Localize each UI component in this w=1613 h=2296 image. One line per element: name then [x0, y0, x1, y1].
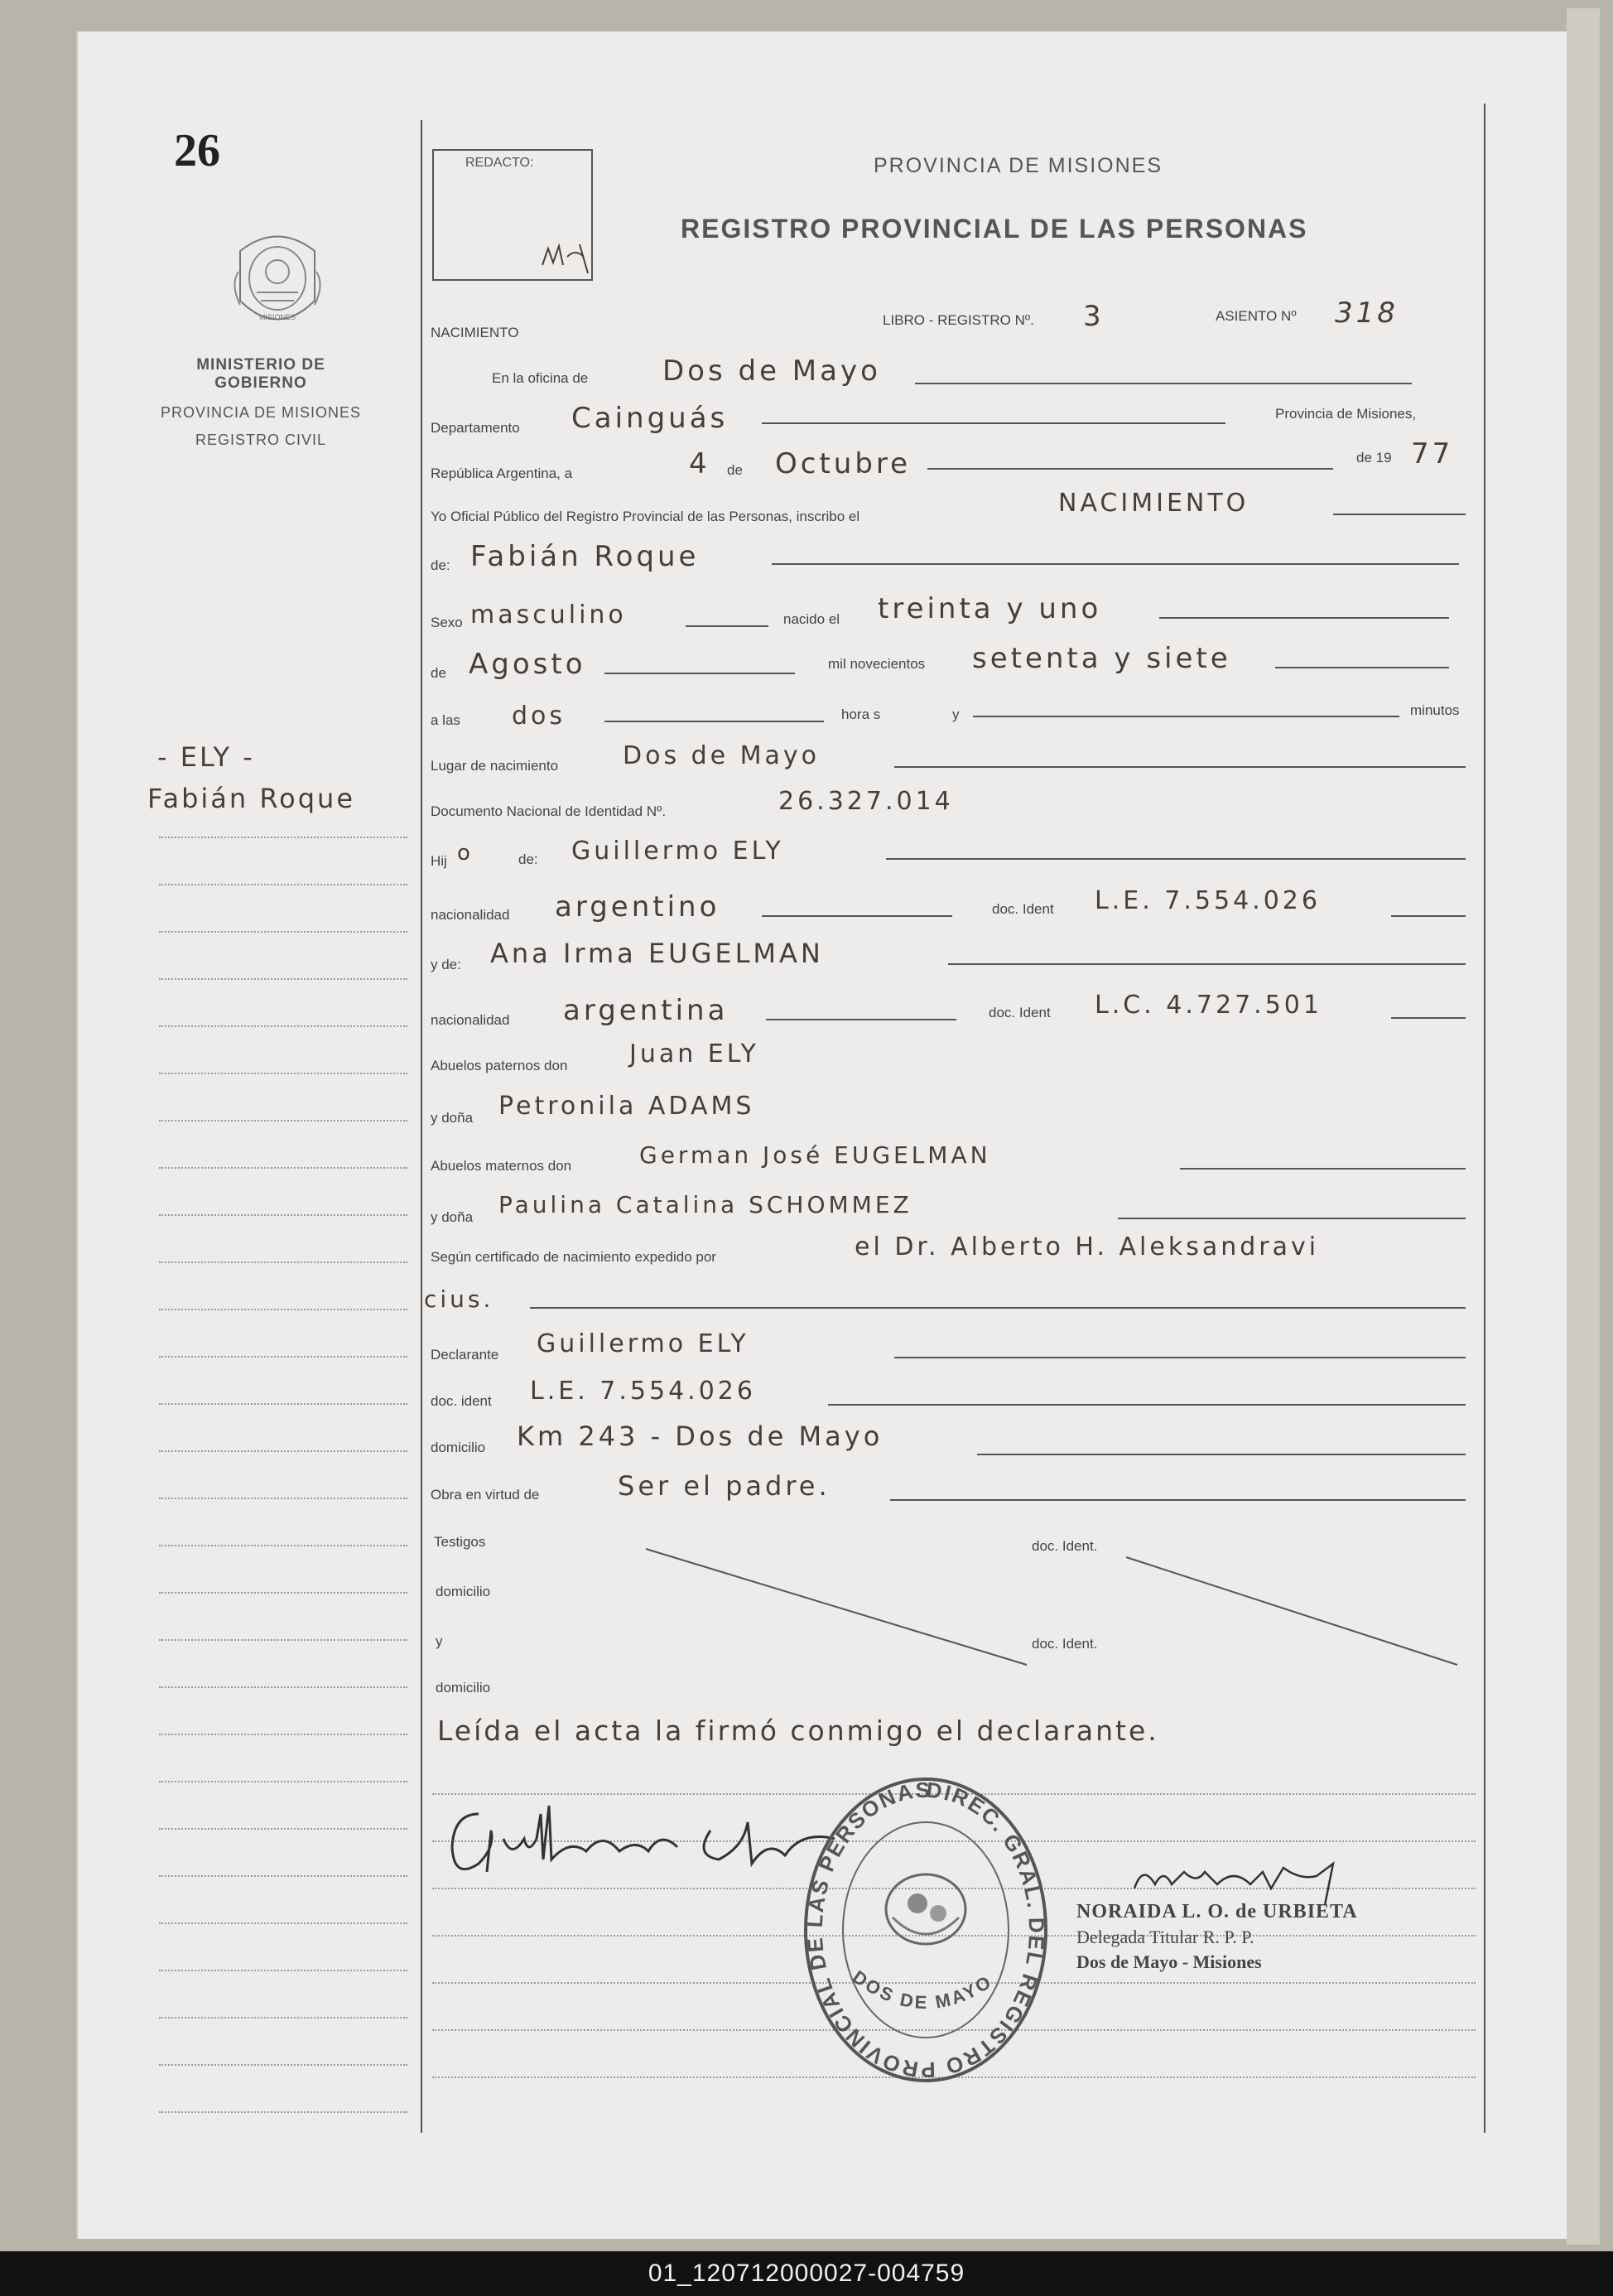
doc-padre-value: L.E. 7.554.026 [1095, 886, 1321, 915]
doc-padre-line [1391, 915, 1466, 917]
abuela-mat-value: Paulina Catalina SCHOMMEZ [498, 1191, 912, 1218]
frame-right-line [1484, 104, 1485, 2133]
ydona2-label: y doña [431, 1209, 474, 1225]
declarante-label: Declarante [431, 1347, 499, 1363]
domicilio-value: Km 243 - Dos de Mayo [517, 1421, 884, 1452]
doc-madre-value: L.C. 4.727.501 [1095, 991, 1322, 1020]
abuela-mat-line [1118, 1218, 1466, 1219]
domicilio-line [977, 1454, 1466, 1455]
registry-stamp [793, 1773, 1058, 2096]
nacionalidad-label: nacionalidad [431, 907, 510, 923]
abuelo-pat-value: Juan ELY [629, 1039, 759, 1068]
hora-line [604, 721, 824, 722]
margin-ruled-line [159, 1781, 407, 1782]
svg-text:DOS DE MAYO [849, 1966, 996, 2013]
redacto-initials [538, 236, 604, 277]
redacto-label: REDACTO: [465, 156, 534, 170]
stamp-emblem-icon [886, 1874, 965, 1944]
nombre-value: Fabián Roque [470, 540, 700, 573]
y-label: y [952, 707, 960, 722]
registry-title: REGISTRO PROVINCIAL DE LAS PERSONAS [681, 214, 1308, 244]
margin-ruled-line [159, 2017, 407, 2019]
anio2-line [1275, 667, 1449, 668]
dni-value: 26.327.014 [778, 787, 954, 816]
province-seal-icon [224, 222, 331, 338]
testigos-strikethrough [638, 1541, 1474, 1673]
month-value: Octubre [775, 447, 912, 480]
doc-madre-line [1391, 1017, 1466, 1019]
abuelo-mat-value: German José EUGELMAN [639, 1141, 991, 1169]
margin-ruled-line [159, 2064, 407, 2066]
obra-value: Ser el padre. [618, 1470, 831, 1502]
de-label: de [727, 462, 743, 478]
asiento-value: 318 [1335, 297, 1399, 330]
margin-ruled-line [159, 1922, 407, 1924]
provincia-label: Provincia de Misiones, [1275, 406, 1417, 422]
margin-ruled-line [159, 1970, 407, 1971]
de-nombre-label: de: [431, 557, 450, 573]
yde-label: y de: [431, 957, 461, 972]
domicilio3-label: domicilio [436, 1680, 491, 1695]
closing-statement: Leída el acta la firmó conmigo el declarante. [437, 1715, 1159, 1747]
ministry-province: PROVINCIA DE MISIONES [160, 404, 362, 421]
madre-value: Ana Irma EUGELMAN [490, 938, 824, 969]
dni-label: Documento Nacional de Identidad Nº. [431, 803, 667, 819]
declarante-signature-text: Guillermo Ely [445, 1781, 450, 1782]
doc-declarante-line [828, 1404, 1466, 1406]
doc-ident-madre-label: doc. Ident [989, 1005, 1051, 1020]
segun-label: Según certificado de nacimiento expedido por [431, 1249, 716, 1265]
margin-ruled-line [159, 1214, 407, 1216]
nacido-label: nacido el [783, 611, 840, 627]
lugar-line [894, 766, 1466, 768]
doc-ident4-label: doc. Ident. [1032, 1636, 1098, 1652]
margin-ruled-line [159, 931, 407, 933]
margin-ruled-line [159, 1592, 407, 1594]
madre-line [948, 963, 1466, 965]
margin-ruled-line [159, 1450, 407, 1452]
nac-padre-line [762, 915, 952, 917]
abuelos-pat-label: Abuelos paternos don [431, 1058, 568, 1073]
domicilio2-label: domicilio [436, 1584, 491, 1599]
minutos-label: minutos [1410, 702, 1460, 718]
official-name: NORAIDA L. O. de URBIETA [1076, 1901, 1358, 1922]
alas-label: a las [431, 712, 460, 728]
margin-ruled-line [159, 1498, 407, 1499]
margin-ruled-line [159, 1686, 407, 1688]
ministry-block [157, 356, 364, 449]
nac-padre-value: argentino [555, 890, 720, 924]
testigos-label: Testigos [434, 1534, 486, 1550]
asiento-label: ASIENTO Nº [1216, 308, 1297, 324]
header-province: PROVINCIA DE MISIONES [874, 154, 1163, 177]
margin-ruled-line [159, 1734, 407, 1735]
de2-label: de [431, 665, 446, 681]
official-place: Dos de Mayo - Misiones [1076, 1951, 1262, 1972]
hijo-value: o [457, 841, 474, 866]
official-role: Delegada Titular R. P. P. [1076, 1927, 1254, 1947]
republica-label: República Argentina, a [431, 465, 573, 481]
image-filename: 01_120712000027-004759 [648, 2260, 965, 2287]
nacido-line [1159, 617, 1449, 619]
margin-ruled-line [159, 1545, 407, 1546]
margin-ruled-line [159, 1309, 407, 1310]
doc-ident3-label: doc. Ident. [1032, 1538, 1098, 1554]
ydona-label: y doña [431, 1110, 474, 1126]
de3-label: de: [518, 851, 538, 867]
nacido-value: treinta y uno [878, 592, 1102, 625]
declarante-line [894, 1357, 1466, 1358]
padre-value: Guillermo ELY [571, 837, 784, 866]
margin-ruled-line [159, 1356, 407, 1358]
margin-ruled-line [159, 1403, 407, 1405]
lugar-label: Lugar de nacimiento [431, 758, 559, 774]
date-line [927, 468, 1333, 470]
lugar-value: Dos de Mayo [623, 741, 821, 770]
y2-label: y [436, 1633, 443, 1649]
nac-madre-line [766, 1019, 956, 1020]
inscribo-value: NACIMIENTO [1058, 489, 1249, 518]
departamento-value: Cainguás [571, 402, 729, 435]
oficina-line [915, 383, 1412, 384]
page-number: 26 [174, 125, 220, 176]
sexo-value: masculino [470, 601, 627, 629]
sexo-label: Sexo [431, 615, 463, 630]
yo-oficial-label: Yo Oficial Público del Registro Provincial de las Personas, inscribo el [431, 509, 860, 524]
stamp-ring-text: DIREC. GRAL. DEL REGISTRO PROVINCIAL DE LAS PERSONAS [802, 1777, 1050, 2083]
declarante-value: Guillermo ELY [537, 1329, 749, 1358]
minutos-line [973, 716, 1399, 717]
padre-line [886, 858, 1466, 860]
nombre-line [772, 563, 1459, 565]
departamento-label: Departamento [431, 420, 520, 436]
margin-ruled-line [159, 1120, 407, 1121]
ministry-name: MINISTERIO DE GOBIERNO [196, 356, 325, 392]
day-value: 4 [689, 447, 710, 480]
mil-label: mil novecientos [828, 656, 926, 672]
margin-ruled-line [159, 1261, 407, 1263]
frame-left-line [421, 120, 422, 2133]
inscribo-line [1333, 514, 1466, 515]
segun-line [530, 1307, 1466, 1309]
hora-label: hora s [841, 707, 881, 722]
margin-ruled-line [159, 978, 407, 980]
abuelos-mat-label: Abuelos maternos don [431, 1158, 572, 1174]
doc-declarante-value: L.E. 7.554.026 [530, 1377, 756, 1406]
oficina-label: En la oficina de [492, 370, 589, 386]
nac-madre-value: argentina [563, 994, 729, 1027]
margin-surname: - ELY - [157, 741, 255, 773]
oficina-value: Dos de Mayo [662, 355, 881, 388]
doc-ident2-label: doc. ident [431, 1393, 492, 1409]
year-value: 77 [1411, 437, 1454, 470]
margin-given-name: Fabián Roque [147, 783, 355, 814]
obra-label: Obra en virtud de [431, 1487, 540, 1503]
official-block [1076, 1901, 1358, 1973]
segun-value-1: el Dr. Alberto H. Aleksandravi [855, 1232, 1320, 1261]
libro-value: 3 [1083, 300, 1105, 333]
margin-ruled-line [159, 884, 407, 885]
hijo-label: Hij [431, 853, 447, 869]
nacimiento-label: NACIMIENTO [431, 325, 519, 340]
ministry-registry: REGISTRO CIVIL [195, 432, 327, 448]
margin-ruled-line [159, 1073, 407, 1074]
margin-ruled-line [159, 1025, 407, 1027]
mes2-line [604, 673, 795, 674]
margin-ruled-line [159, 1828, 407, 1830]
mes2-value: Agosto [469, 648, 586, 681]
obra-line [890, 1499, 1466, 1501]
departamento-line [762, 422, 1225, 424]
margin-ruled-line [159, 1167, 407, 1169]
segun-value-2: cius. [424, 1285, 494, 1313]
anio2-value: setenta y siete [972, 642, 1231, 675]
doc-ident-label: doc. Ident [992, 901, 1054, 917]
stamp-inner-text: DOS DE MAYO [849, 1966, 997, 2014]
year-label: de 19 [1356, 450, 1392, 465]
domicilio-label: domicilio [431, 1440, 486, 1455]
margin-ruled-line [159, 1875, 407, 1877]
abuela-pat-value: Petronila ADAMS [498, 1092, 755, 1121]
margin-ruled-line [159, 1639, 407, 1641]
seal-text: MISIONES [258, 313, 296, 321]
margin-ruled-line [159, 2111, 407, 2113]
abuelo-mat-line [1180, 1168, 1466, 1170]
margin-ruled-line [159, 837, 407, 838]
nacionalidad2-label: nacionalidad [431, 1012, 510, 1028]
sexo-line [686, 625, 768, 627]
page-edge [1567, 8, 1600, 2245]
hora-value: dos [512, 702, 566, 731]
libro-label: LIBRO - REGISTRO Nº. [883, 312, 1034, 328]
